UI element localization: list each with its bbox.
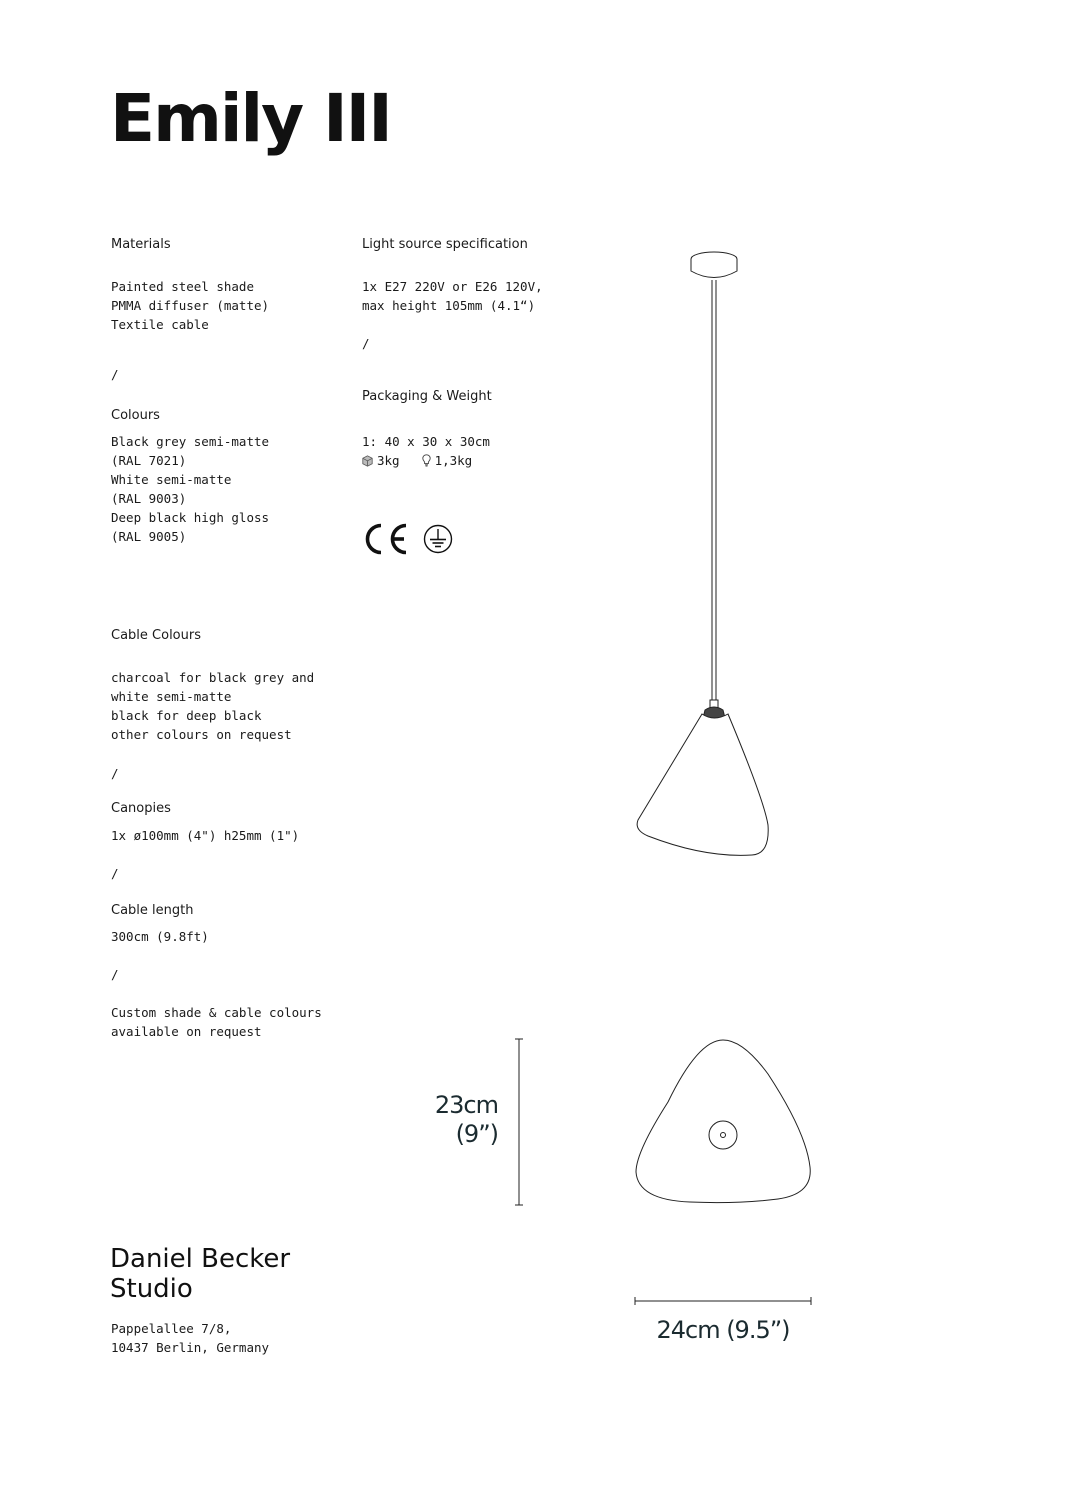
lamp-weight: 1,3kg [434,453,473,468]
weight-row [362,451,490,470]
width-dimension: 24cm (9.5”) [656,1316,790,1344]
height-in: (9”) [455,1120,498,1148]
colours-label: Colours [111,408,160,423]
canopies-label: Canopies [111,801,171,816]
separator: / [111,967,119,982]
package-icon [362,455,373,467]
packaging-dimensions: 1: 40 x 30 x 30cm [362,434,490,449]
studio-address-line: 10437 Berlin, Germany [111,1340,270,1355]
width-dimension-line [634,1296,812,1306]
canopies-value: 1x ø100mm (4") h25mm (1") [111,828,300,843]
package-weight: 3kg [377,453,400,468]
materials-list [111,277,269,334]
ground-symbol-icon [423,524,453,554]
light-source-line: max height 105mm (4.1“) [362,298,536,313]
materials-label: Materials [111,237,171,252]
packaging-label: Packaging & Weight [362,389,492,404]
materials-item: Painted steel shade [111,279,254,294]
ce-mark-icon [364,521,412,557]
cable-length-value: 300cm (9.8ft) [111,929,209,944]
materials-item: Textile cable [111,317,209,332]
separator: / [362,336,370,351]
lamp-side-view-drawing [620,240,800,870]
cable-colours-item: black for deep black [111,708,262,723]
cable-length-label: Cable length [111,903,194,918]
height-cm: 23cm [434,1091,498,1119]
height-dimension [400,1091,498,1149]
lamp-top-view-drawing [628,1032,818,1212]
studio-name-line: Studio [110,1274,193,1304]
height-dimension-line [512,1038,526,1206]
light-source-label: Light source specification [362,237,528,252]
separator: / [111,866,119,881]
cable-colours-item: other colours on request [111,727,292,742]
colours-item: Deep black high gloss [111,510,270,525]
separator: / [111,766,119,781]
light-source-line: 1x E27 220V or E26 120V, [362,279,543,294]
studio-name [110,1244,290,1304]
cable-colours-list [111,668,314,744]
custom-note-line: Custom shade & cable colours [111,1005,322,1020]
colours-list [111,432,269,546]
bulb-icon [422,454,431,467]
cable-colours-item: charcoal for black grey and [111,670,315,685]
custom-note-line: available on request [111,1024,262,1039]
studio-address-line: Pappelallee 7/8, [111,1321,232,1336]
studio-address [111,1319,269,1357]
colours-item: Black grey semi-matte [111,434,270,449]
cable-colours-label: Cable Colours [111,628,201,643]
light-source-list [362,277,543,315]
packaging-info [362,432,490,470]
colours-item: (RAL 9005) [111,529,187,544]
colours-item: White semi-matte [111,472,232,487]
colours-item: (RAL 9003) [111,491,187,506]
product-title: Emily III [110,80,391,157]
studio-name-line: Daniel Becker [110,1244,291,1274]
colours-item: (RAL 7021) [111,453,187,468]
custom-note [111,1003,322,1041]
cable-colours-item: white semi-matte [111,689,232,704]
materials-item: PMMA diffuser (matte) [111,298,270,313]
separator: / [111,367,119,382]
